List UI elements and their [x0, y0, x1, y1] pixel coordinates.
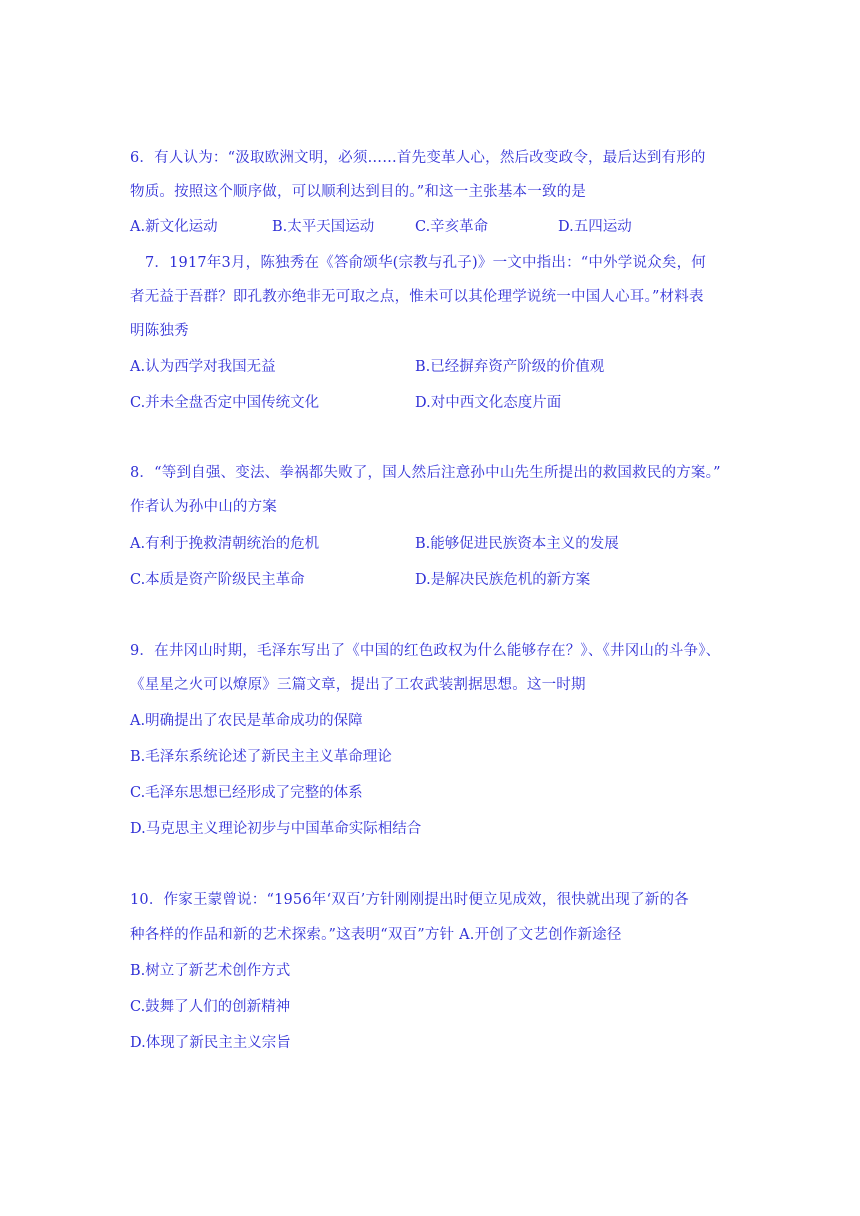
- question-8-option-a: A.有利于挽救清朝统治的危机: [130, 536, 320, 552]
- question-6-stem-line-2: 物质。按照这个顺序做，可以顺利达到目的。”和这一主张基本一致的是: [130, 184, 587, 200]
- question-6-stem-line-1: 6．有人认为：“汲取欧洲文明，必须……首先变革人心，然后改变政令，最后达到有形的: [130, 150, 706, 166]
- question-7-stem-line-2: 者无益于吾群？即孔教亦绝非无可取之点，惟未可以其伦理学说统一中国人心耳。”材料表: [130, 289, 704, 305]
- question-9-option-c: C.毛泽东思想已经形成了完整的体系: [130, 785, 363, 801]
- question-10-option-b: B.树立了新艺术创作方式: [130, 963, 291, 979]
- question-9-option-d: D.马克思主义理论初步与中国革命实际相结合: [130, 821, 422, 837]
- question-10-stem-line-2: 种各样的作品和新的艺术探索。”这表明“双百”方针 A.开创了文艺创作新途径: [130, 927, 622, 943]
- question-9-stem-line-1: 9．在井冈山时期，毛泽东写出了《中国的红色政权为什么能够存在？》、《井冈山的斗争》、: [130, 643, 721, 659]
- question-10-option-c: C.鼓舞了人们的创新精神: [130, 999, 291, 1015]
- question-6-option-b: B.太平天国运动: [272, 219, 375, 235]
- question-10-stem-line-1: 10．作家王蒙曾说：“1956年‘双百’方针刚刚提出时便立见成效，很快就出现了新的各: [130, 892, 689, 908]
- question-10-option-d: D.体现了新民主主义宗旨: [130, 1035, 291, 1051]
- question-9-stem-line-2: 《星星之火可以燎原》三篇文章，提出了工农武装割据思想。这一时期: [130, 677, 586, 693]
- question-8-option-b: B.能够促进民族资本主义的发展: [415, 536, 619, 552]
- question-7-stem-line-3: 明陈独秀: [130, 323, 189, 339]
- question-7-option-b: B.已经摒弃资产阶级的价值观: [415, 359, 605, 375]
- question-8-stem-line-1: 8．“等到自强、变法、拳祸都失败了，国人然后注意孙中山先生所提出的救国救民的方案。”: [130, 465, 721, 481]
- question-6-option-c: C.辛亥革命: [415, 219, 489, 235]
- question-8-stem-line-2: 作者认为孙中山的方案: [130, 499, 277, 515]
- question-7-option-d: D.对中西文化态度片面: [415, 395, 562, 411]
- question-9-option-b: B.毛泽东系统论述了新民主主义革命理论: [130, 749, 392, 765]
- question-8-option-c: C.本质是资产阶级民主革命: [130, 572, 305, 588]
- question-6-option-a: A.新文化运动: [130, 219, 218, 235]
- question-7-stem-line-1: 7．1917年3月，陈独秀在《答俞颂华(宗教与孔子)》一文中指出：“中外学说众矣，何: [145, 255, 706, 271]
- question-7-option-c: C.并未全盘否定中国传统文化: [130, 395, 320, 411]
- question-6-option-d: D.五四运动: [558, 219, 632, 235]
- question-9-option-a: A.明确提出了农民是革命成功的保障: [130, 713, 363, 729]
- question-7-option-a: A.认为西学对我国无益: [130, 359, 276, 375]
- question-8-option-d: D.是解决民族危机的新方案: [415, 572, 591, 588]
